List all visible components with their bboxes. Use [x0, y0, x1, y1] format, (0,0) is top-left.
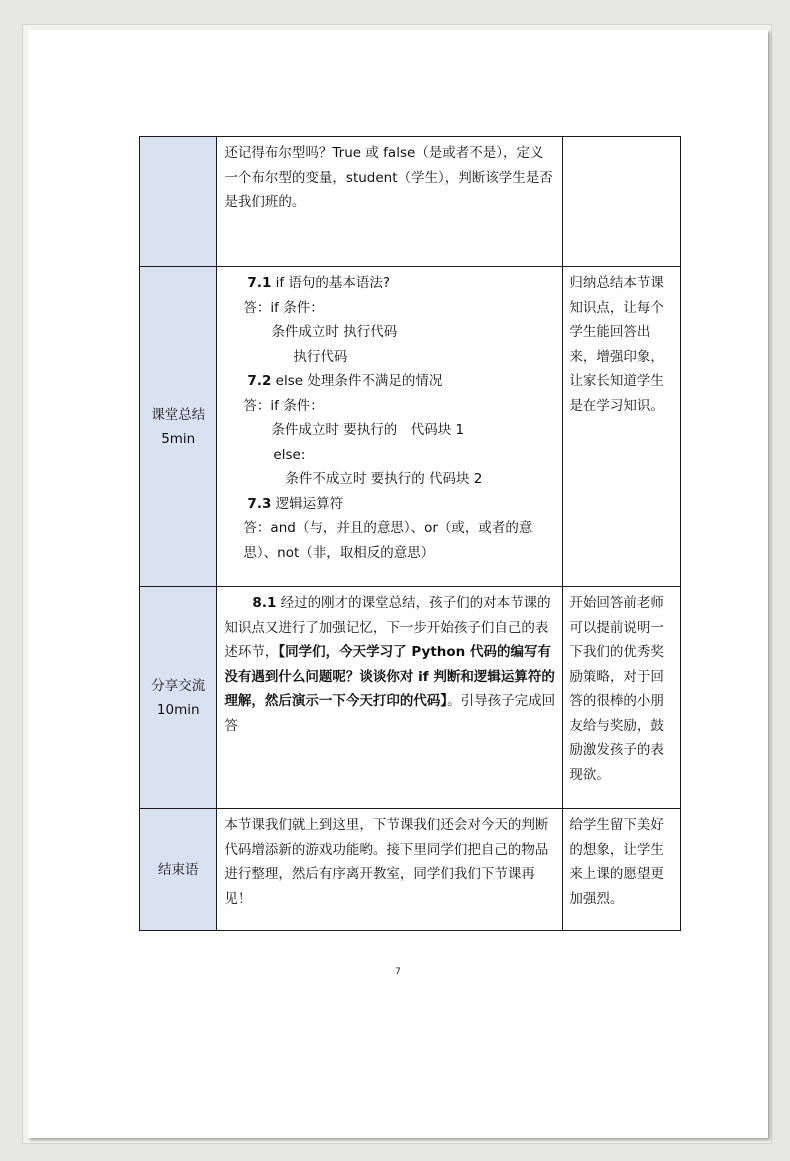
note-cell: [563, 809, 681, 931]
summary-answer-3: 答：and（与，并且的意思）、or（或，或者的意思）、not（非，取相反的意思）: [243, 520, 533, 561]
summary-heading-3: 7.3 逻辑运算符: [247, 495, 344, 512]
share-note: 开始回答前老师可以提前说明一下我们的优秀奖励策略，对于回答的很棒的小朋友给与奖励，鼓励激发孩子的表现欲。: [569, 595, 664, 783]
summary-heading-2: 7.2 else 处理条件不满足的情况: [247, 373, 443, 389]
row-label-cell: [140, 267, 217, 587]
table-row: [140, 587, 681, 809]
section-duration: 5min: [161, 430, 196, 447]
row-label-cell: [140, 809, 217, 931]
content-cell: [217, 137, 563, 267]
row-label-cell: [140, 587, 217, 809]
section-label: 结束语: [157, 861, 199, 878]
share-text: 8.1 经过的刚才的课堂总结，孩子们的对本节课的知识点又进行了加强记忆，下一步开始孩子们自己的表述环节，【同学们，今天学习了 Python 代码的编写有没有遇到什么问题呢？谈谈你对 if 判断和逻辑运算符的理解，然后演示一下今天打印的代码】。引导孩子完成回答: [224, 595, 556, 734]
summary-answer-2-line-2: 条件成立时 要执行的 代码块 1: [271, 422, 465, 438]
section-label: 分享交流: [151, 677, 206, 694]
section-duration: 10min: [156, 701, 200, 718]
content-cell: [217, 587, 563, 809]
table-row: [140, 137, 681, 267]
summary-answer-2: 答：if 条件：: [243, 397, 324, 414]
section-label: 课堂总结: [151, 406, 206, 423]
content-cell: [217, 267, 563, 587]
summary-answer-1-line-3: 执行代码: [293, 348, 348, 365]
table-row: [140, 267, 681, 587]
lesson-plan-table: [139, 136, 681, 931]
closing-text: 本节课我们就上到这里，下节课我们还会对今天的判断代码增添新的游戏功能哟。接下里同学们把自己的物品进行整理，然后有序离开教室，同学们我们下节课再见！: [224, 817, 549, 907]
closing-note: 给学生留下美好的想象，让学生来上课的愿望更加强烈。: [569, 817, 664, 907]
summary-answer-1: 答：if 条件：: [243, 299, 324, 316]
boolean-review-text: 还记得布尔型吗？True 或 false（是或者不是），定义一个布尔型的变量，student（学生），判断该学生是否是我们班的。: [224, 145, 553, 210]
summary-answer-1-line-2: 条件成立时 执行代码: [271, 324, 398, 340]
note-cell: [563, 587, 681, 809]
summary-note: 归纳总结本节课知识点，让每个学生能回答出来，增强印象，让家长知道学生是在学习知识。: [569, 275, 664, 414]
document-page: [28, 30, 768, 1138]
note-cell: [563, 137, 681, 267]
summary-answer-2-line-4: 条件不成立时 要执行的 代码块 2: [285, 471, 483, 487]
summary-heading-1: 7.1 if 语句的基本语法?: [247, 275, 391, 291]
content-cell: [217, 809, 563, 931]
table-row: [140, 809, 681, 931]
page-number: 7: [395, 967, 401, 977]
summary-answer-2-line-3: else:: [273, 446, 306, 463]
row-label-cell: [140, 137, 217, 267]
note-cell: [563, 267, 681, 587]
